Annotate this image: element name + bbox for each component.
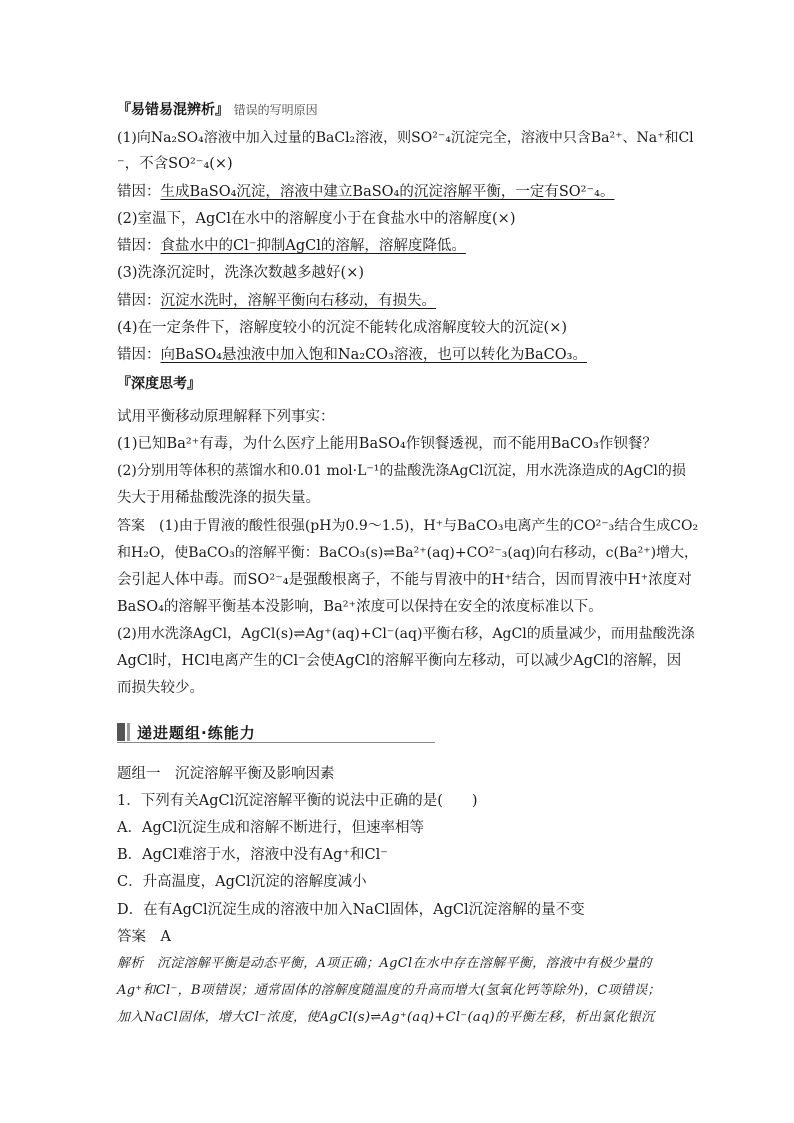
error-reason-line — [117, 236, 466, 256]
analysis-line: Ag⁺和Cl⁻，B项错误；通常固体的溶解度随温度的升高而增大(氢氧化钙等除外)，C项错误； — [117, 983, 661, 998]
analysis-line: 解析 沉淀溶解平衡是动态平衡，A项正确；AgCl在水中存在溶解平衡，溶液中有极少量的 — [117, 956, 652, 971]
text-line: (1)已知Ba²⁺有毒，为什么医疗上能用BaSO₄作钡餐透视，而不能用BaCO₃作钡餐？ — [117, 436, 657, 452]
text-line: (2)用水洗涤AgCl，AgCl(s)⇌Ag⁺(aq)+Cl⁻(aq)平衡右移，AgCl的质量减少，而用盐酸洗涤 — [117, 626, 695, 642]
text-line: (2)室温下，AgCl在水中的溶解度小于在食盐水中的溶解度(×) — [117, 211, 516, 227]
section-title: 『深度思考』 — [117, 376, 201, 392]
band-marker — [117, 723, 125, 741]
text-line: 和H₂O，使BaCO₃的溶解平衡：BaCO₃(s)⇌Ba²⁺(aq)+CO²⁻₃(aq)向右移动，c(Ba²⁺)增大， — [117, 545, 699, 561]
answer-line: 答案 (1)由于胃液的酸性很强(pH为0.9～1.5)，H⁺与BaCO₃电离产生的CO²⁻₃结合生成CO₂ — [117, 518, 699, 534]
section-header-deep-thinking — [117, 374, 201, 394]
band-title: 递进题组·练能力 — [137, 724, 256, 742]
error-label: 错因： — [117, 238, 161, 254]
text-line: 会引起人体中毒。而SO²⁻₄是强酸根离子，不能与胃液中的H⁺结合，因而胃液中H⁺浓度对 — [117, 572, 692, 588]
error-explanation: 沉淀水洗时，溶解平衡向右移动，有损失。 — [160, 293, 436, 309]
text-line: (3)洗涤沉淀时，洗涤次数越多越好(×) — [117, 265, 365, 281]
text-line: BaSO₄的溶解平衡基本没影响，Ba²⁺浓度可以保持在安全的浓度标准以下。 — [117, 599, 603, 615]
option-d: D．在有AgCl沉淀生成的溶液中加入NaCl固体，AgCl沉淀溶解的量不变 — [117, 902, 585, 918]
option-a: A．AgCl沉淀生成和溶解不断进行，但速率相等 — [117, 820, 424, 836]
text-line — [117, 293, 436, 309]
text-line: AgCl时，HCl电离产生的Cl⁻会使AgCl的溶解平衡向左移动，可以减少AgCl的溶解，因 — [117, 653, 682, 669]
text-line: 而损失较少。 — [117, 680, 204, 696]
group-title: 题组一 沉淀溶解平衡及影响因素 — [117, 766, 335, 782]
error-label: 错因： — [117, 347, 161, 363]
error-label: 错因： — [117, 184, 161, 200]
error-reason-line — [117, 182, 614, 202]
analysis-line: 加入NaCl固体，增大Cl⁻浓度，使AgCl(s)⇌Ag⁺(aq)+Cl⁻(aq)的平衡左移，析出氯化银沉 — [117, 1010, 655, 1025]
text-line — [117, 347, 587, 363]
question-stem: 1．下列有关AgCl沉淀溶解平衡的说法中正确的是( ) — [117, 793, 478, 809]
error-reason-line — [117, 345, 587, 365]
error-label: 错因： — [117, 293, 161, 309]
section-title: 『易错易混辨析』 — [117, 102, 229, 118]
error-explanation: 生成BaSO₄沉淀，溶液中建立BaSO₄的沉淀溶解平衡，一定有SO²⁻₄。 — [160, 184, 615, 200]
text-line: (1)向Na₂SO₄溶液中加入过量的BaCl₂溶液，则SO²⁻₄沉淀完全，溶液中只含Ba²⁺、Na⁺和Cl — [117, 130, 694, 146]
error-reason-line — [117, 291, 436, 311]
text-line: 失大于用稀盐酸洗涤的损失量。 — [117, 490, 320, 506]
section-note: 错误的写明原因 — [233, 103, 318, 117]
band-divider — [117, 742, 435, 743]
section-band — [117, 721, 435, 745]
section-header-mistakes — [117, 100, 318, 120]
text-line — [117, 184, 614, 200]
text-line: 试用平衡移动原理解释下列事实： — [117, 409, 335, 425]
option-c: C．升高温度，AgCl沉淀的溶解度减小 — [117, 874, 367, 890]
error-explanation: 向BaSO₄悬浊液中加入饱和Na₂CO₃溶液，也可以转化为BaCO₃。 — [160, 347, 587, 363]
answer-line: 答案 A — [117, 929, 171, 945]
text-line: (4)在一定条件下，溶解度较小的沉淀不能转化成溶解度较大的沉淀(×) — [117, 320, 568, 336]
error-explanation: 食盐水中的Cl⁻抑制AgCl的溶解，溶解度降低。 — [160, 238, 466, 254]
text-line — [117, 238, 466, 254]
text-line: ⁻，不含SO²⁻₄(×) — [117, 156, 233, 172]
option-b: B．AgCl难溶于水，溶液中没有Ag⁺和Cl⁻ — [117, 847, 388, 863]
band-marker-thin — [127, 723, 130, 741]
text-line: (2)分别用等体积的蒸馏水和0.01 mol·L⁻¹的盐酸洗涤AgCl沉淀，用水洗涤造成的AgCl的损 — [117, 463, 686, 479]
